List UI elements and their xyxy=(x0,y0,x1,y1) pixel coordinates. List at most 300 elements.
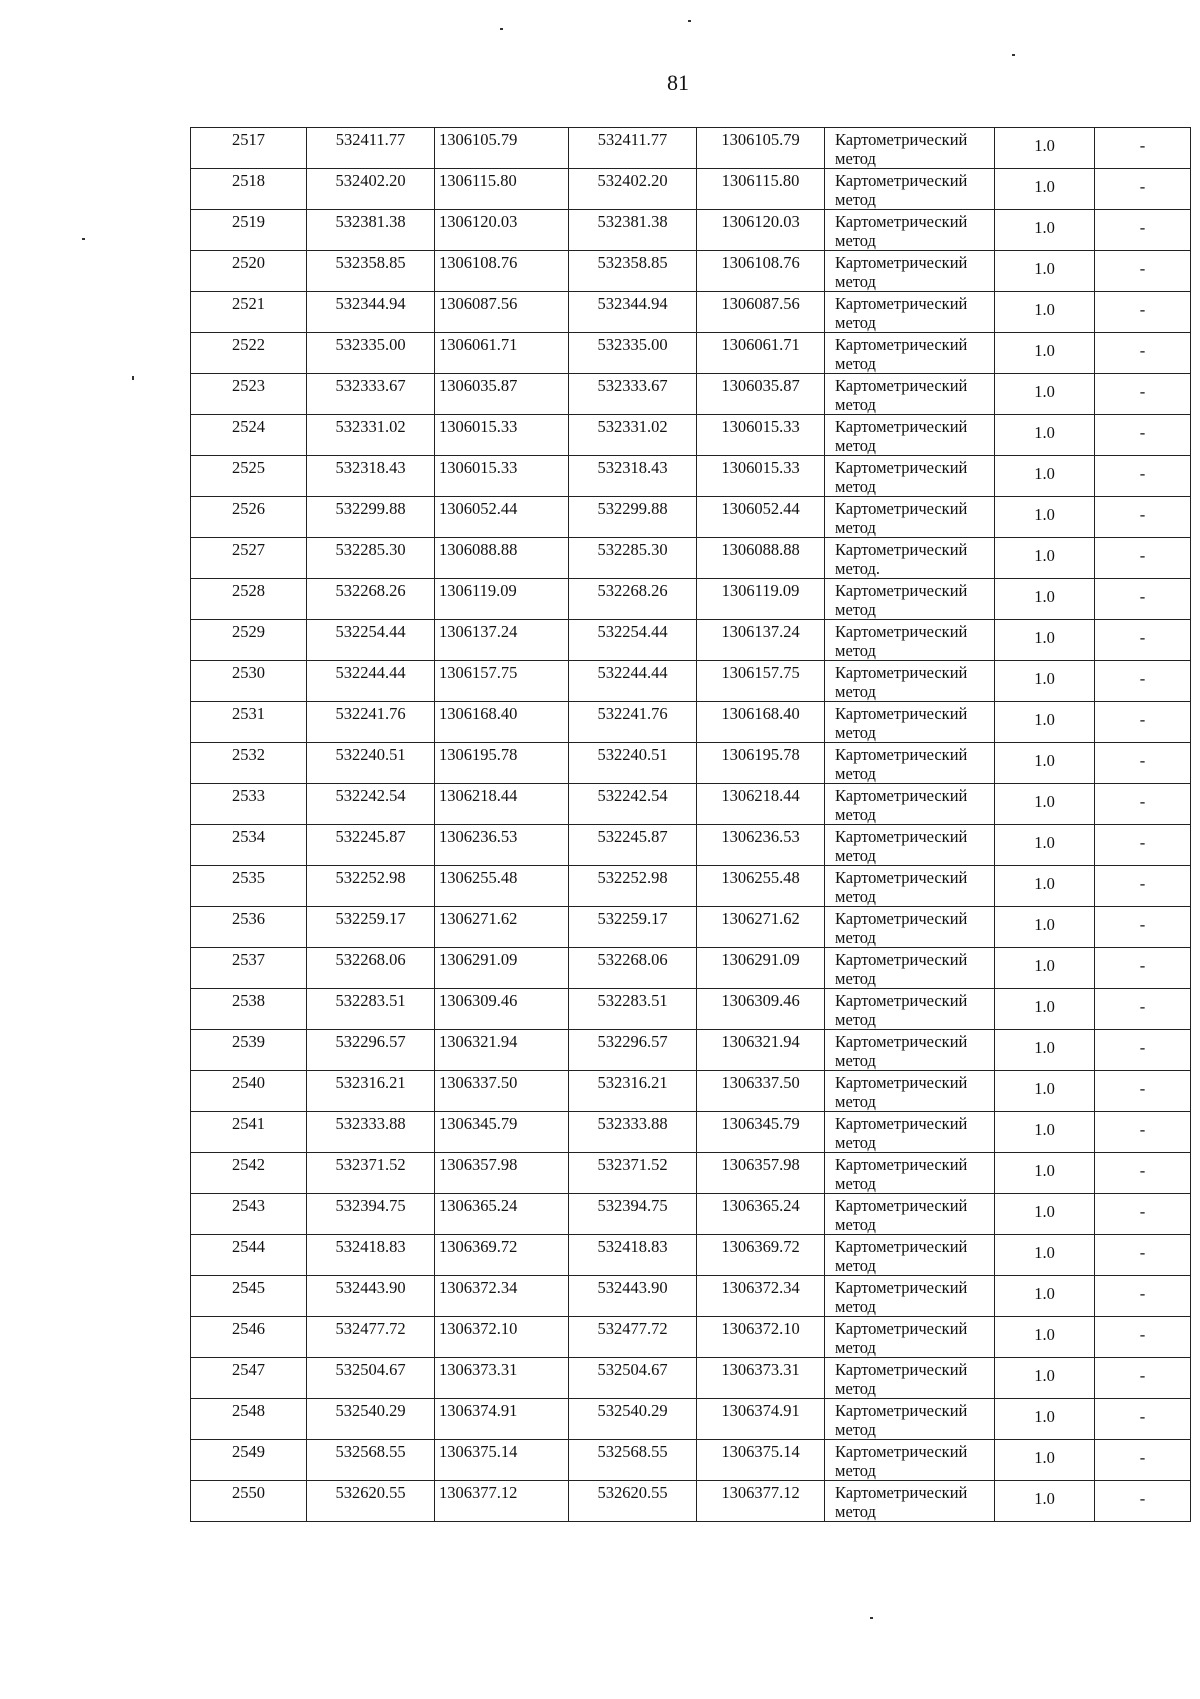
point-number-cell: 2529 xyxy=(191,620,307,661)
y-coordinate-cell: 1306369.72 xyxy=(435,1235,569,1276)
accuracy-cell: 1.0 xyxy=(995,1153,1095,1194)
accuracy-cell: 1.0 xyxy=(995,784,1095,825)
accuracy-cell: 1.0 xyxy=(995,538,1095,579)
method-cell: Картометрический метод xyxy=(825,948,995,989)
table-row xyxy=(191,1317,1191,1358)
table-row xyxy=(191,702,1191,743)
point-number-cell: 2546 xyxy=(191,1317,307,1358)
table-row xyxy=(191,1276,1191,1317)
accuracy-cell: 1.0 xyxy=(995,292,1095,333)
y-coordinate-cell: 1306137.24 xyxy=(435,620,569,661)
accuracy-cell: 1.0 xyxy=(995,1194,1095,1235)
x-coordinate-cell: 532252.98 xyxy=(307,866,435,907)
x-coordinate-cell: 532418.83 xyxy=(307,1235,435,1276)
x-coordinate-cell: 532504.67 xyxy=(569,1358,697,1399)
method-cell: Картометрический метод xyxy=(825,702,995,743)
y-coordinate-cell: 1306373.31 xyxy=(697,1358,825,1399)
y-coordinate-cell: 1306168.40 xyxy=(435,702,569,743)
method-cell: Картометрический метод xyxy=(825,497,995,538)
accuracy-cell: 1.0 xyxy=(995,620,1095,661)
x-coordinate-cell: 532285.30 xyxy=(569,538,697,579)
y-coordinate-cell: 1306291.09 xyxy=(697,948,825,989)
method-cell: Картометрический метод xyxy=(825,1194,995,1235)
note-cell: - xyxy=(1095,169,1191,210)
x-coordinate-cell: 532299.88 xyxy=(569,497,697,538)
x-coordinate-cell: 532381.38 xyxy=(307,210,435,251)
y-coordinate-cell: 1306088.88 xyxy=(697,538,825,579)
x-coordinate-cell: 532296.57 xyxy=(569,1030,697,1071)
table-row xyxy=(191,415,1191,456)
method-cell: Картометрический метод xyxy=(825,1276,995,1317)
y-coordinate-cell: 1306271.62 xyxy=(435,907,569,948)
scan-speck xyxy=(688,20,691,22)
x-coordinate-cell: 532245.87 xyxy=(569,825,697,866)
table-row xyxy=(191,661,1191,702)
y-coordinate-cell: 1306195.78 xyxy=(435,743,569,784)
note-cell: - xyxy=(1095,989,1191,1030)
table-row xyxy=(191,374,1191,415)
point-number-cell: 2544 xyxy=(191,1235,307,1276)
note-cell: - xyxy=(1095,333,1191,374)
y-coordinate-cell: 1306321.94 xyxy=(435,1030,569,1071)
note-cell: - xyxy=(1095,374,1191,415)
x-coordinate-cell: 532477.72 xyxy=(569,1317,697,1358)
point-number-cell: 2524 xyxy=(191,415,307,456)
table-row xyxy=(191,210,1191,251)
y-coordinate-cell: 1306105.79 xyxy=(435,128,569,169)
y-coordinate-cell: 1306137.24 xyxy=(697,620,825,661)
table-row xyxy=(191,784,1191,825)
accuracy-cell: 1.0 xyxy=(995,415,1095,456)
y-coordinate-cell: 1306052.44 xyxy=(435,497,569,538)
method-cell: Картометрический метод. xyxy=(825,538,995,579)
accuracy-cell: 1.0 xyxy=(995,1112,1095,1153)
note-cell: - xyxy=(1095,1317,1191,1358)
note-cell: - xyxy=(1095,784,1191,825)
x-coordinate-cell: 532620.55 xyxy=(569,1481,697,1522)
y-coordinate-cell: 1306374.91 xyxy=(697,1399,825,1440)
method-cell: Картометрический метод xyxy=(825,292,995,333)
note-cell: - xyxy=(1095,1153,1191,1194)
note-cell: - xyxy=(1095,251,1191,292)
y-coordinate-cell: 1306061.71 xyxy=(697,333,825,374)
note-cell: - xyxy=(1095,579,1191,620)
x-coordinate-cell: 532394.75 xyxy=(307,1194,435,1235)
accuracy-cell: 1.0 xyxy=(995,169,1095,210)
x-coordinate-cell: 532331.02 xyxy=(569,415,697,456)
table-row xyxy=(191,825,1191,866)
page-number: 81 xyxy=(667,70,689,95)
method-cell: Картометрический метод xyxy=(825,210,995,251)
method-cell: Картометрический метод xyxy=(825,1112,995,1153)
method-cell: Картометрический метод xyxy=(825,1235,995,1276)
point-number-cell: 2533 xyxy=(191,784,307,825)
x-coordinate-cell: 532402.20 xyxy=(569,169,697,210)
note-cell: - xyxy=(1095,661,1191,702)
method-cell: Картометрический метод xyxy=(825,989,995,1030)
table-row xyxy=(191,620,1191,661)
y-coordinate-cell: 1306372.34 xyxy=(697,1276,825,1317)
table-row xyxy=(191,1440,1191,1481)
x-coordinate-cell: 532443.90 xyxy=(569,1276,697,1317)
point-number-cell: 2520 xyxy=(191,251,307,292)
accuracy-cell: 1.0 xyxy=(995,1235,1095,1276)
table-row xyxy=(191,169,1191,210)
note-cell: - xyxy=(1095,1481,1191,1522)
x-coordinate-cell: 532371.52 xyxy=(569,1153,697,1194)
x-coordinate-cell: 532335.00 xyxy=(569,333,697,374)
note-cell: - xyxy=(1095,1112,1191,1153)
x-coordinate-cell: 532241.76 xyxy=(569,702,697,743)
y-coordinate-cell: 1306365.24 xyxy=(697,1194,825,1235)
y-coordinate-cell: 1306115.80 xyxy=(435,169,569,210)
y-coordinate-cell: 1306345.79 xyxy=(697,1112,825,1153)
x-coordinate-cell: 532242.54 xyxy=(307,784,435,825)
accuracy-cell: 1.0 xyxy=(995,210,1095,251)
y-coordinate-cell: 1306255.48 xyxy=(697,866,825,907)
point-number-cell: 2531 xyxy=(191,702,307,743)
method-cell: Картометрический метод xyxy=(825,743,995,784)
note-cell: - xyxy=(1095,620,1191,661)
table-body xyxy=(191,128,1191,1522)
x-coordinate-cell: 532411.77 xyxy=(307,128,435,169)
method-cell: Картометрический метод xyxy=(825,415,995,456)
point-number-cell: 2548 xyxy=(191,1399,307,1440)
x-coordinate-cell: 532358.85 xyxy=(307,251,435,292)
table-row xyxy=(191,907,1191,948)
table-row xyxy=(191,1030,1191,1071)
accuracy-cell: 1.0 xyxy=(995,948,1095,989)
accuracy-cell: 1.0 xyxy=(995,743,1095,784)
point-number-cell: 2526 xyxy=(191,497,307,538)
table-row xyxy=(191,1112,1191,1153)
x-coordinate-cell: 532316.21 xyxy=(307,1071,435,1112)
table-row xyxy=(191,456,1191,497)
accuracy-cell: 1.0 xyxy=(995,1440,1095,1481)
y-coordinate-cell: 1306345.79 xyxy=(435,1112,569,1153)
method-cell: Картометрический метод xyxy=(825,1317,995,1358)
table-row xyxy=(191,251,1191,292)
y-coordinate-cell: 1306061.71 xyxy=(435,333,569,374)
note-cell: - xyxy=(1095,292,1191,333)
y-coordinate-cell: 1306337.50 xyxy=(435,1071,569,1112)
x-coordinate-cell: 532268.26 xyxy=(569,579,697,620)
table-row xyxy=(191,743,1191,784)
y-coordinate-cell: 1306369.72 xyxy=(697,1235,825,1276)
y-coordinate-cell: 1306105.79 xyxy=(697,128,825,169)
accuracy-cell: 1.0 xyxy=(995,1399,1095,1440)
scan-speck xyxy=(500,28,503,30)
method-cell: Картометрический метод xyxy=(825,169,995,210)
x-coordinate-cell: 532344.94 xyxy=(307,292,435,333)
x-coordinate-cell: 532252.98 xyxy=(569,866,697,907)
x-coordinate-cell: 532333.88 xyxy=(569,1112,697,1153)
y-coordinate-cell: 1306357.98 xyxy=(435,1153,569,1194)
point-number-cell: 2542 xyxy=(191,1153,307,1194)
accuracy-cell: 1.0 xyxy=(995,1276,1095,1317)
point-number-cell: 2530 xyxy=(191,661,307,702)
x-coordinate-cell: 532316.21 xyxy=(569,1071,697,1112)
x-coordinate-cell: 532254.44 xyxy=(307,620,435,661)
method-cell: Картометрический метод xyxy=(825,456,995,497)
table-row xyxy=(191,497,1191,538)
y-coordinate-cell: 1306087.56 xyxy=(435,292,569,333)
point-number-cell: 2539 xyxy=(191,1030,307,1071)
y-coordinate-cell: 1306373.31 xyxy=(435,1358,569,1399)
y-coordinate-cell: 1306255.48 xyxy=(435,866,569,907)
x-coordinate-cell: 532477.72 xyxy=(307,1317,435,1358)
x-coordinate-cell: 532283.51 xyxy=(569,989,697,1030)
x-coordinate-cell: 532245.87 xyxy=(307,825,435,866)
x-coordinate-cell: 532259.17 xyxy=(569,907,697,948)
point-number-cell: 2540 xyxy=(191,1071,307,1112)
point-number-cell: 2543 xyxy=(191,1194,307,1235)
method-cell: Картометрический метод xyxy=(825,251,995,292)
point-number-cell: 2532 xyxy=(191,743,307,784)
x-coordinate-cell: 532620.55 xyxy=(307,1481,435,1522)
y-coordinate-cell: 1306035.87 xyxy=(697,374,825,415)
x-coordinate-cell: 532331.02 xyxy=(307,415,435,456)
table-row xyxy=(191,579,1191,620)
method-cell: Картометрический метод xyxy=(825,333,995,374)
y-coordinate-cell: 1306377.12 xyxy=(435,1481,569,1522)
note-cell: - xyxy=(1095,702,1191,743)
x-coordinate-cell: 532344.94 xyxy=(569,292,697,333)
note-cell: - xyxy=(1095,743,1191,784)
y-coordinate-cell: 1306375.14 xyxy=(435,1440,569,1481)
note-cell: - xyxy=(1095,1235,1191,1276)
x-coordinate-cell: 532333.67 xyxy=(569,374,697,415)
y-coordinate-cell: 1306372.10 xyxy=(435,1317,569,1358)
y-coordinate-cell: 1306108.76 xyxy=(435,251,569,292)
point-number-cell: 2517 xyxy=(191,128,307,169)
x-coordinate-cell: 532381.38 xyxy=(569,210,697,251)
accuracy-cell: 1.0 xyxy=(995,1317,1095,1358)
x-coordinate-cell: 532283.51 xyxy=(307,989,435,1030)
note-cell: - xyxy=(1095,538,1191,579)
x-coordinate-cell: 532240.51 xyxy=(307,743,435,784)
point-number-cell: 2547 xyxy=(191,1358,307,1399)
y-coordinate-cell: 1306375.14 xyxy=(697,1440,825,1481)
method-cell: Картометрический метод xyxy=(825,661,995,702)
accuracy-cell: 1.0 xyxy=(995,1481,1095,1522)
y-coordinate-cell: 1306365.24 xyxy=(435,1194,569,1235)
note-cell: - xyxy=(1095,1358,1191,1399)
method-cell: Картометрический метод xyxy=(825,1071,995,1112)
accuracy-cell: 1.0 xyxy=(995,1071,1095,1112)
note-cell: - xyxy=(1095,1194,1191,1235)
point-number-cell: 2522 xyxy=(191,333,307,374)
accuracy-cell: 1.0 xyxy=(995,661,1095,702)
x-coordinate-cell: 532241.76 xyxy=(307,702,435,743)
method-cell: Картометрический метод xyxy=(825,1358,995,1399)
table-row xyxy=(191,128,1191,169)
method-cell: Картометрический метод xyxy=(825,620,995,661)
x-coordinate-cell: 532268.06 xyxy=(307,948,435,989)
accuracy-cell: 1.0 xyxy=(995,374,1095,415)
y-coordinate-cell: 1306337.50 xyxy=(697,1071,825,1112)
y-coordinate-cell: 1306015.33 xyxy=(435,456,569,497)
y-coordinate-cell: 1306052.44 xyxy=(697,497,825,538)
x-coordinate-cell: 532254.44 xyxy=(569,620,697,661)
y-coordinate-cell: 1306157.75 xyxy=(435,661,569,702)
method-cell: Картометрический метод xyxy=(825,907,995,948)
method-cell: Картометрический метод xyxy=(825,784,995,825)
coordinates-table-wrapper xyxy=(190,127,1191,1522)
note-cell: - xyxy=(1095,456,1191,497)
method-cell: Картометрический метод xyxy=(825,1153,995,1194)
accuracy-cell: 1.0 xyxy=(995,907,1095,948)
table-row xyxy=(191,1071,1191,1112)
y-coordinate-cell: 1306119.09 xyxy=(435,579,569,620)
scan-speck xyxy=(132,376,134,380)
note-cell: - xyxy=(1095,866,1191,907)
x-coordinate-cell: 532411.77 xyxy=(569,128,697,169)
accuracy-cell: 1.0 xyxy=(995,1030,1095,1071)
method-cell: Картометрический метод xyxy=(825,825,995,866)
table-row xyxy=(191,1235,1191,1276)
y-coordinate-cell: 1306309.46 xyxy=(435,989,569,1030)
accuracy-cell: 1.0 xyxy=(995,579,1095,620)
accuracy-cell: 1.0 xyxy=(995,456,1095,497)
x-coordinate-cell: 532371.52 xyxy=(307,1153,435,1194)
note-cell: - xyxy=(1095,1399,1191,1440)
y-coordinate-cell: 1306377.12 xyxy=(697,1481,825,1522)
point-number-cell: 2537 xyxy=(191,948,307,989)
y-coordinate-cell: 1306108.76 xyxy=(697,251,825,292)
y-coordinate-cell: 1306035.87 xyxy=(435,374,569,415)
accuracy-cell: 1.0 xyxy=(995,866,1095,907)
note-cell: - xyxy=(1095,1030,1191,1071)
table-row xyxy=(191,292,1191,333)
table-row xyxy=(191,1399,1191,1440)
y-coordinate-cell: 1306357.98 xyxy=(697,1153,825,1194)
x-coordinate-cell: 532540.29 xyxy=(307,1399,435,1440)
y-coordinate-cell: 1306087.56 xyxy=(697,292,825,333)
table-row xyxy=(191,1358,1191,1399)
y-coordinate-cell: 1306119.09 xyxy=(697,579,825,620)
point-number-cell: 2536 xyxy=(191,907,307,948)
accuracy-cell: 1.0 xyxy=(995,989,1095,1030)
x-coordinate-cell: 532268.26 xyxy=(307,579,435,620)
scan-speck xyxy=(870,1617,873,1619)
point-number-cell: 2545 xyxy=(191,1276,307,1317)
point-number-cell: 2528 xyxy=(191,579,307,620)
scan-speck xyxy=(82,238,85,240)
note-cell: - xyxy=(1095,825,1191,866)
y-coordinate-cell: 1306236.53 xyxy=(435,825,569,866)
y-coordinate-cell: 1306195.78 xyxy=(697,743,825,784)
y-coordinate-cell: 1306271.62 xyxy=(697,907,825,948)
x-coordinate-cell: 532244.44 xyxy=(569,661,697,702)
y-coordinate-cell: 1306309.46 xyxy=(697,989,825,1030)
x-coordinate-cell: 532242.54 xyxy=(569,784,697,825)
note-cell: - xyxy=(1095,415,1191,456)
point-number-cell: 2525 xyxy=(191,456,307,497)
point-number-cell: 2519 xyxy=(191,210,307,251)
x-coordinate-cell: 532540.29 xyxy=(569,1399,697,1440)
point-number-cell: 2541 xyxy=(191,1112,307,1153)
coordinates-table xyxy=(190,127,1191,1522)
y-coordinate-cell: 1306291.09 xyxy=(435,948,569,989)
x-coordinate-cell: 532333.67 xyxy=(307,374,435,415)
point-number-cell: 2535 xyxy=(191,866,307,907)
x-coordinate-cell: 532402.20 xyxy=(307,169,435,210)
x-coordinate-cell: 532296.57 xyxy=(307,1030,435,1071)
scan-speck xyxy=(1012,54,1015,56)
note-cell: - xyxy=(1095,497,1191,538)
y-coordinate-cell: 1306120.03 xyxy=(435,210,569,251)
y-coordinate-cell: 1306374.91 xyxy=(435,1399,569,1440)
y-coordinate-cell: 1306015.33 xyxy=(435,415,569,456)
y-coordinate-cell: 1306218.44 xyxy=(435,784,569,825)
y-coordinate-cell: 1306372.34 xyxy=(435,1276,569,1317)
x-coordinate-cell: 532358.85 xyxy=(569,251,697,292)
accuracy-cell: 1.0 xyxy=(995,1358,1095,1399)
x-coordinate-cell: 532504.67 xyxy=(307,1358,435,1399)
note-cell: - xyxy=(1095,1276,1191,1317)
table-row xyxy=(191,989,1191,1030)
note-cell: - xyxy=(1095,1440,1191,1481)
method-cell: Картометрический метод xyxy=(825,1481,995,1522)
x-coordinate-cell: 532244.44 xyxy=(307,661,435,702)
method-cell: Картометрический метод xyxy=(825,1030,995,1071)
y-coordinate-cell: 1306168.40 xyxy=(697,702,825,743)
x-coordinate-cell: 532318.43 xyxy=(569,456,697,497)
x-coordinate-cell: 532240.51 xyxy=(569,743,697,784)
point-number-cell: 2518 xyxy=(191,169,307,210)
y-coordinate-cell: 1306115.80 xyxy=(697,169,825,210)
point-number-cell: 2527 xyxy=(191,538,307,579)
point-number-cell: 2538 xyxy=(191,989,307,1030)
accuracy-cell: 1.0 xyxy=(995,825,1095,866)
table-row xyxy=(191,866,1191,907)
x-coordinate-cell: 532268.06 xyxy=(569,948,697,989)
note-cell: - xyxy=(1095,907,1191,948)
method-cell: Картометрический метод xyxy=(825,1440,995,1481)
point-number-cell: 2523 xyxy=(191,374,307,415)
y-coordinate-cell: 1306088.88 xyxy=(435,538,569,579)
x-coordinate-cell: 532299.88 xyxy=(307,497,435,538)
x-coordinate-cell: 532318.43 xyxy=(307,456,435,497)
note-cell: - xyxy=(1095,1071,1191,1112)
table-row xyxy=(191,1153,1191,1194)
point-number-cell: 2550 xyxy=(191,1481,307,1522)
accuracy-cell: 1.0 xyxy=(995,333,1095,374)
x-coordinate-cell: 532285.30 xyxy=(307,538,435,579)
x-coordinate-cell: 532335.00 xyxy=(307,333,435,374)
table-row xyxy=(191,1194,1191,1235)
method-cell: Картометрический метод xyxy=(825,866,995,907)
y-coordinate-cell: 1306218.44 xyxy=(697,784,825,825)
accuracy-cell: 1.0 xyxy=(995,251,1095,292)
method-cell: Картометрический метод xyxy=(825,579,995,620)
table-row xyxy=(191,1481,1191,1522)
y-coordinate-cell: 1306157.75 xyxy=(697,661,825,702)
method-cell: Картометрический метод xyxy=(825,128,995,169)
note-cell: - xyxy=(1095,210,1191,251)
table-row xyxy=(191,538,1191,579)
y-coordinate-cell: 1306236.53 xyxy=(697,825,825,866)
y-coordinate-cell: 1306120.03 xyxy=(697,210,825,251)
note-cell: - xyxy=(1095,948,1191,989)
accuracy-cell: 1.0 xyxy=(995,497,1095,538)
x-coordinate-cell: 532418.83 xyxy=(569,1235,697,1276)
point-number-cell: 2521 xyxy=(191,292,307,333)
x-coordinate-cell: 532259.17 xyxy=(307,907,435,948)
table-row xyxy=(191,948,1191,989)
accuracy-cell: 1.0 xyxy=(995,702,1095,743)
